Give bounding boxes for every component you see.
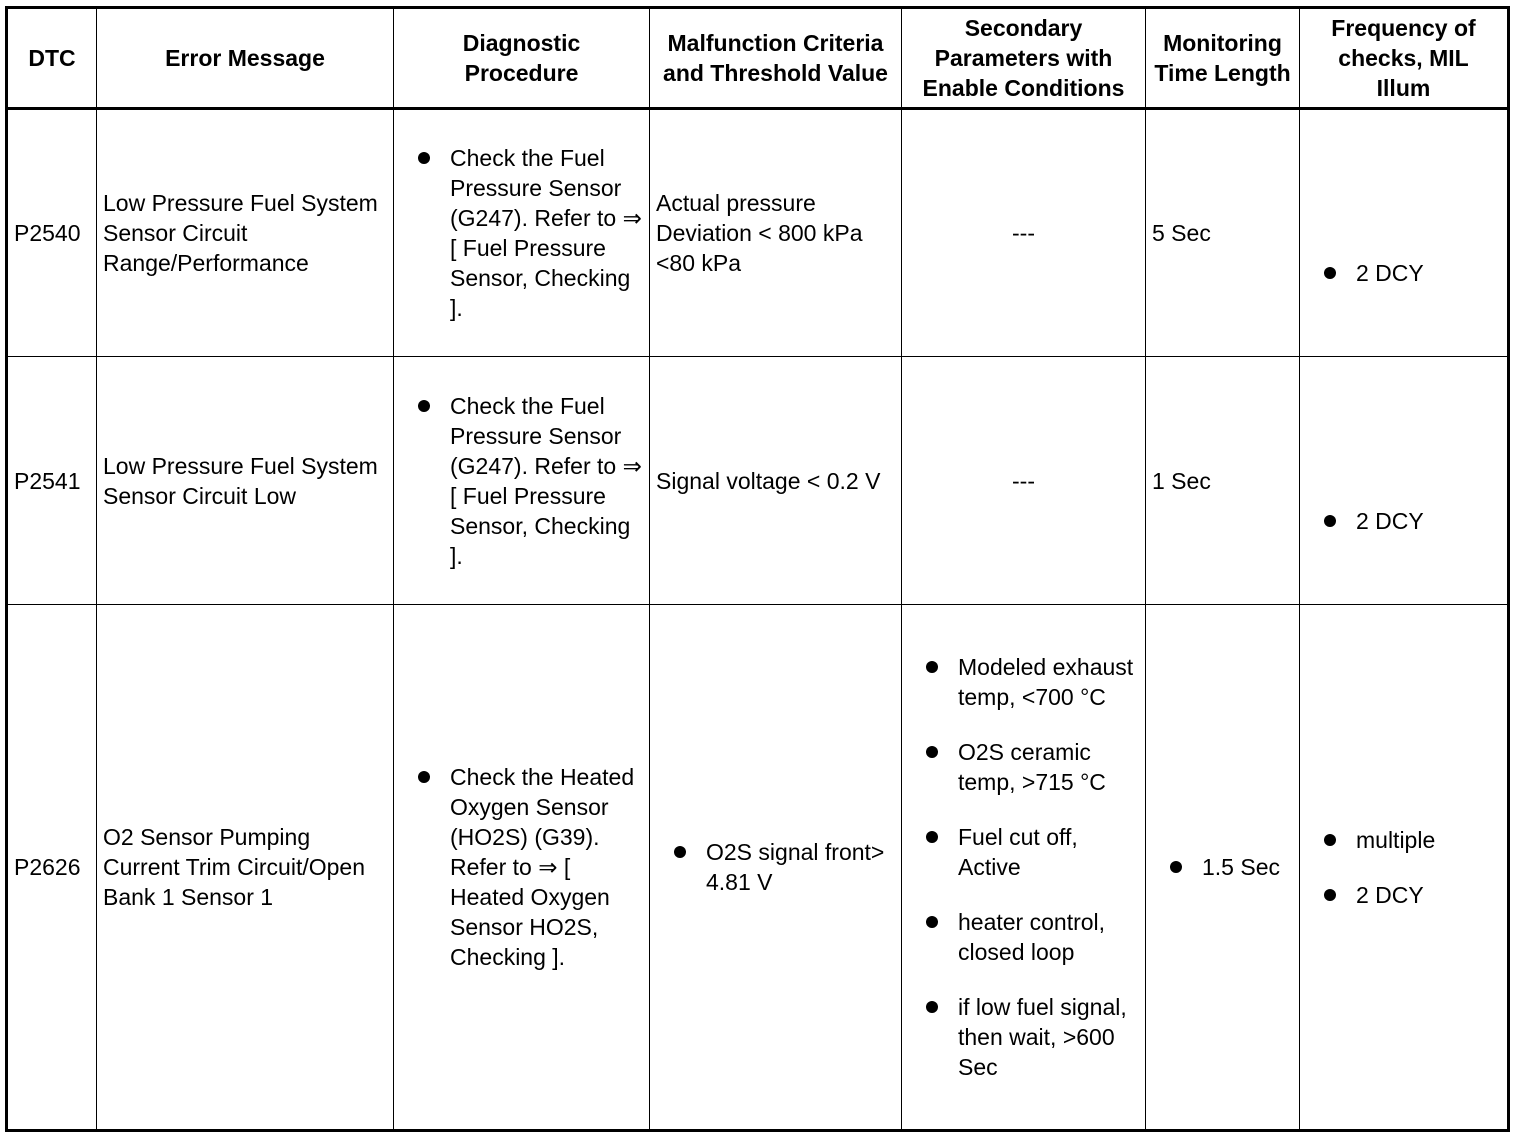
dtc-code: P2540 — [7, 109, 97, 357]
monitoring-time — [1146, 605, 1300, 1131]
bullet-icon — [926, 831, 938, 843]
header-secondary-parameters: Secondary Parameters with Enable Conditions — [902, 8, 1146, 109]
list-item: 2 DCY — [1306, 258, 1501, 288]
list-item: 1.5 Sec — [1152, 852, 1293, 882]
monitoring-time: 5 Sec — [1146, 109, 1300, 357]
bullet-icon — [1324, 889, 1336, 901]
bullet-icon — [1324, 515, 1336, 527]
bullet-icon — [926, 661, 938, 673]
header-error-message: Error Message — [97, 8, 394, 109]
header-malfunction-criteria: Malfunction Criteria and Threshold Value — [650, 8, 902, 109]
list-item: if low fuel signal, then wait, >600 Sec — [908, 992, 1139, 1082]
list-item: Modeled exhaust temp, <700 °C — [908, 652, 1139, 712]
secondary-parameters — [902, 605, 1146, 1131]
dtc-code: P2626 — [7, 605, 97, 1131]
bullet-icon — [1324, 267, 1336, 279]
error-message: Low Pressure Fuel System Sensor Circuit Range/Performance — [97, 109, 394, 357]
table-row — [7, 605, 1509, 1131]
secondary-parameters: --- — [902, 109, 1146, 357]
list-item: O2S signal front> 4.81 V — [656, 837, 895, 897]
diagnostic-procedure — [394, 357, 650, 605]
header-dtc: DTC — [7, 8, 97, 109]
bullet-icon — [1170, 861, 1182, 873]
bullet-icon — [418, 152, 430, 164]
monitoring-time: 1 Sec — [1146, 357, 1300, 605]
header-row — [7, 8, 1509, 109]
list-item: Check the Fuel Pressure Sensor (G247). Refer to ⇒ [ Fuel Pressure Sensor, Checking ]. — [400, 143, 643, 323]
header-frequency: Frequency of checks, MIL Illum — [1300, 8, 1509, 109]
malfunction-criteria — [650, 605, 902, 1131]
frequency — [1300, 605, 1509, 1131]
diagnostic-procedure — [394, 605, 650, 1131]
bullet-icon — [418, 400, 430, 412]
frequency — [1300, 357, 1509, 605]
header-monitoring-time: Monitoring Time Length — [1146, 8, 1300, 109]
dtc-code: P2541 — [7, 357, 97, 605]
secondary-parameters: --- — [902, 357, 1146, 605]
list-item: 2 DCY — [1306, 880, 1501, 910]
bullet-icon — [926, 916, 938, 928]
bullet-icon — [926, 1001, 938, 1013]
header-diagnostic-procedure: Diagnostic Procedure — [394, 8, 650, 109]
list-item: heater control, closed loop — [908, 907, 1139, 967]
list-item: multiple — [1306, 825, 1501, 855]
bullet-icon — [1324, 834, 1336, 846]
list-item: Check the Heated Oxygen Sensor (HO2S) (G39). Refer to ⇒ [ Heated Oxygen Sensor HO2S, Checking ]. — [400, 762, 643, 972]
table-row — [7, 357, 1509, 605]
malfunction-criteria: Actual pressure Deviation < 800 kPa <80 kPa — [650, 109, 902, 357]
list-item: Check the Fuel Pressure Sensor (G247). Refer to ⇒ [ Fuel Pressure Sensor, Checking ]. — [400, 391, 643, 571]
error-message: O2 Sensor Pumping Current Trim Circuit/Open Bank 1 Sensor 1 — [97, 605, 394, 1131]
bullet-icon — [418, 771, 430, 783]
bullet-icon — [926, 746, 938, 758]
list-item: 2 DCY — [1306, 506, 1501, 536]
dtc-table — [5, 6, 1510, 1132]
list-item: O2S ceramic temp, >715 °C — [908, 737, 1139, 797]
list-item: Fuel cut off, Active — [908, 822, 1139, 882]
error-message: Low Pressure Fuel System Sensor Circuit Low — [97, 357, 394, 605]
frequency — [1300, 109, 1509, 357]
table-row — [7, 109, 1509, 357]
malfunction-criteria: Signal voltage < 0.2 V — [650, 357, 902, 605]
bullet-icon — [674, 846, 686, 858]
diagnostic-procedure — [394, 109, 650, 357]
